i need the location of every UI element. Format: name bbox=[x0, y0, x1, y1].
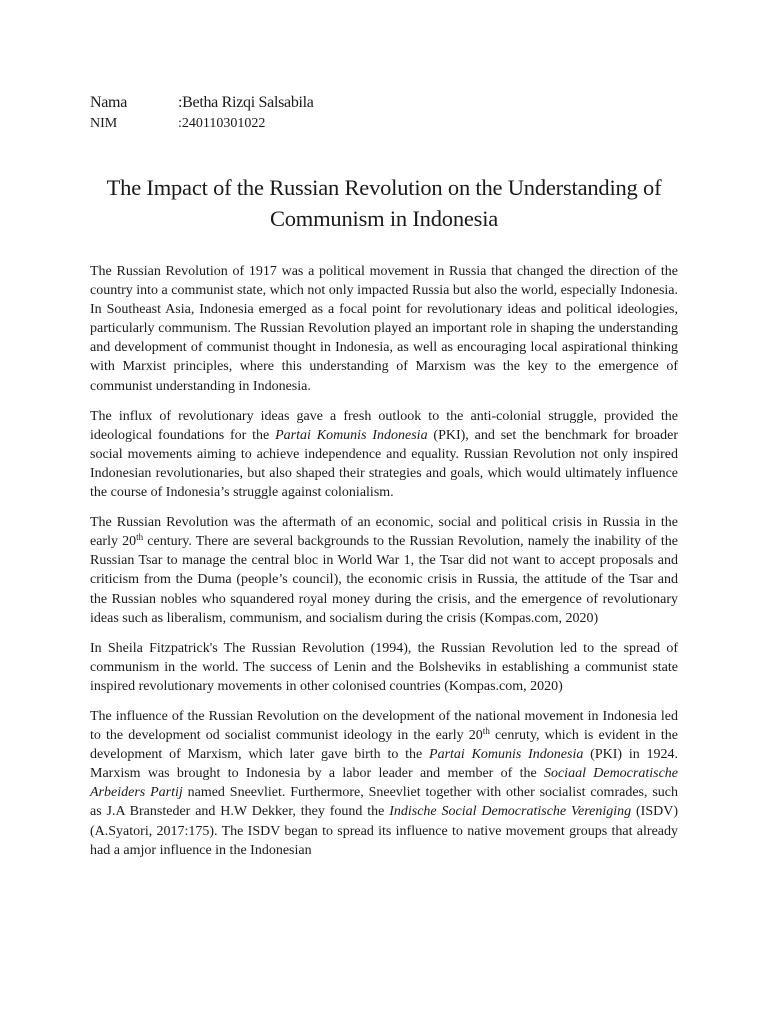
nim-row bbox=[90, 114, 680, 134]
essay-title: The Impact of the Russian Revolution on the Understanding of Communism in Indonesia bbox=[106, 175, 662, 231]
nim-label: NIM bbox=[90, 116, 118, 131]
nim-value: 240110301022 bbox=[181, 116, 266, 131]
paragraph-2 bbox=[90, 407, 678, 502]
paragraph-text: (PKI) in 1924. Marxism was brought to Indonesia by a labor leader and member of the bbox=[90, 747, 678, 782]
paragraph-text: cenruty, which is evident in the development of Marxism, which later gave birth to the bbox=[90, 728, 679, 763]
name-label: Nama bbox=[90, 94, 128, 111]
italic-term: Sociaal Democratische Arbeiders Partij bbox=[90, 766, 679, 801]
paragraph-5 bbox=[90, 707, 678, 860]
name-row bbox=[90, 92, 680, 114]
nim-separator: : bbox=[178, 116, 182, 131]
name-separator: : bbox=[178, 94, 183, 111]
student-info bbox=[90, 92, 680, 134]
paragraph-text: (PKI), and set the benchmark for broader social movements aiming to achieve independence and equality. Russian Revolution not only inspired Indonesian revolutionaries, but also shaped their strategies and goals, which would ultimately influence the course of Indonesia’s struggle against colonialism. bbox=[90, 427, 678, 501]
paragraph-4 bbox=[90, 639, 678, 696]
paragraph-text: The influx of revolutionary ideas gave a fresh outlook to the anti-colonial struggle, provided the ideological foundations for the bbox=[90, 408, 678, 443]
paragraph-text: century. There are several backgrounds to the Russian Revolution, namely the inability of the Russian Tsar to manage the central bloc in World War 1, the Tsar did not want to accept proposals and criticism from the Duma (people’s council), the economic crisis in Russia, the attitude of the Tsar and the Russian nobles who squandered royal money during the crisis, and the emergence of revolutionary ideas such as liberalism, communism, and socialism during the crisis (Kompas.com, 2020) bbox=[90, 534, 678, 626]
essay-body bbox=[90, 262, 678, 871]
superscript: th bbox=[482, 726, 490, 737]
italic-term: Indische Social Democratische Vereniging bbox=[389, 804, 632, 820]
paragraph-text: The Russian Revolution of 1917 was a political movement in Russia that changed the direction of the country into a communist state, which not only impacted Russia but also the world, especially Indonesia. In Southeast Asia, Indonesia emerged as a focal point for revolutionary ideas and political ideologies, particularly communism. The Russian Revolution played an important role in shaping the understanding and development of communist thought in Indonesia, as well as encouraging local aspirational thinking with Marxist principles, where this understanding of Marxism was the key to the emergence of communist understanding in Indonesia. bbox=[90, 264, 678, 394]
name-value: Betha Rizqi Salsabila bbox=[182, 94, 314, 111]
italic-term: Partai Komunis Indonesia bbox=[275, 427, 428, 443]
paragraph-text: named Sneevliet. Furthermore, Sneevliet together with other socialist comrades, such as J.A Bransteder and H.W Dekker, they found the bbox=[90, 785, 679, 820]
paragraph-text: In Sheila Fitzpatrick's The Russian Revolution (1994), the Russian Revolution led to the spread of communism in the world. The success of Lenin and the Bolsheviks in establishing a communist state inspired revolutionary movements in other colonised countries (Kompas.com, 2020) bbox=[90, 640, 678, 694]
paragraph-3 bbox=[90, 513, 678, 628]
paragraph-text: (ISDV) (A.Syatori, 2017:175). The ISDV began to spread its influence to native movement groups that already had a amjor influence in the Indonesian bbox=[90, 804, 679, 858]
paragraph-text: The influence of the Russian Revolution on the development of the national movement in Indonesia led to the development od socialist communist ideology in the early 20 bbox=[90, 708, 678, 744]
paragraph-text: The Russian Revolution was the aftermath of an economic, social and political crisis in Russia in the early 20 bbox=[90, 515, 678, 550]
paragraph-1 bbox=[90, 262, 678, 396]
italic-term: Partai Komunis Indonesia bbox=[429, 747, 584, 763]
superscript: th bbox=[136, 532, 144, 543]
